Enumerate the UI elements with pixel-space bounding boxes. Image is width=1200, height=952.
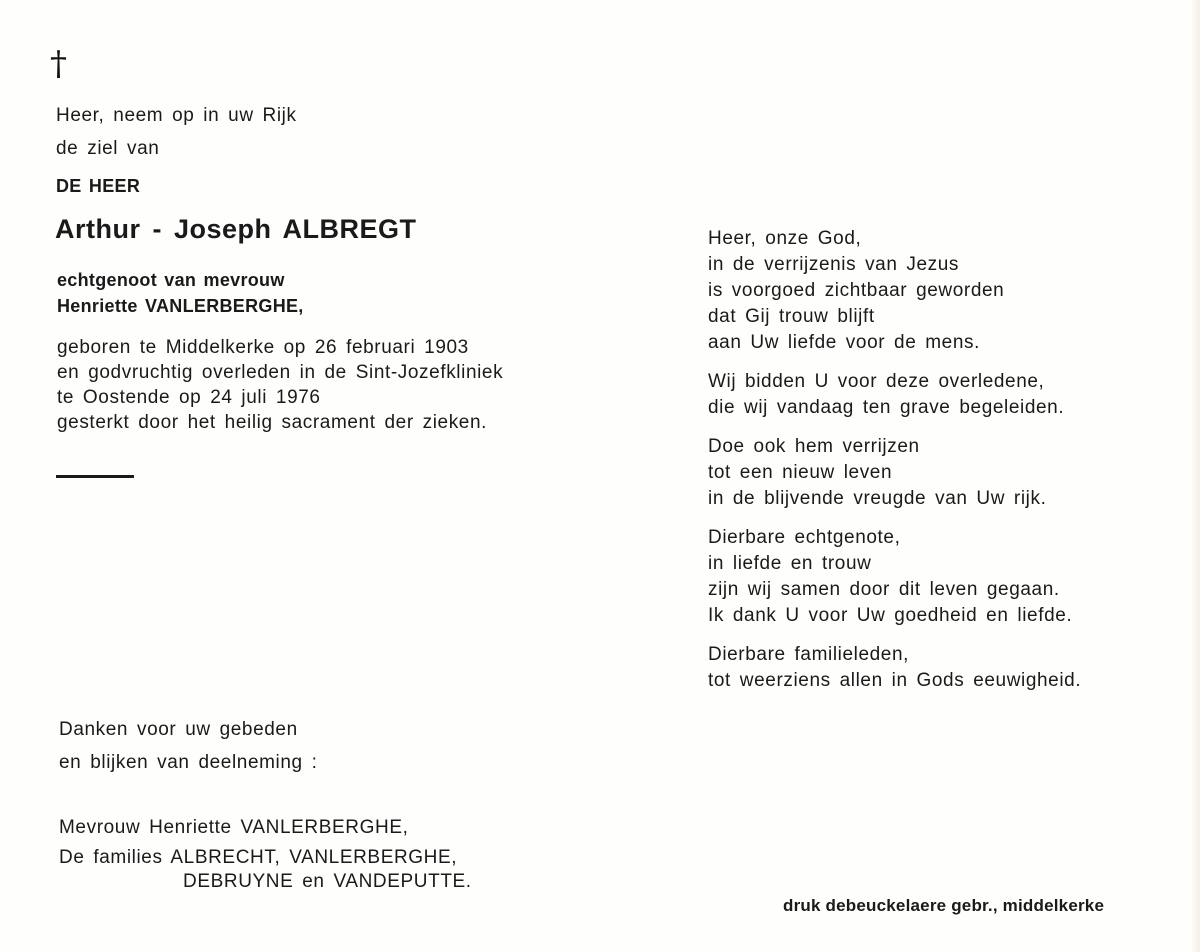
poem-line: tot weerziens allen in Gods eeuwigheid. bbox=[708, 670, 1082, 691]
poem-line: dat Gij trouw blijft bbox=[708, 306, 875, 327]
poem-line: is voorgoed zichtbaar geworden bbox=[708, 280, 1005, 301]
poem-line: in liefde en trouw bbox=[708, 553, 872, 574]
poem-line: die wij vandaag ten grave begeleiden. bbox=[708, 397, 1065, 418]
poem-line: in de blijvende vreugde van Uw rijk. bbox=[708, 488, 1047, 509]
poem-line: Ik dank U voor Uw goedheid en liefde. bbox=[708, 605, 1073, 626]
prayer-line-1: Heer, neem op in uw Rijk bbox=[56, 105, 297, 126]
poem-stanza-1 bbox=[708, 226, 1081, 356]
thanks-line-2: en blijken van deelneming : bbox=[59, 752, 318, 773]
thanks-line-1: Danken voor uw gebeden bbox=[59, 719, 298, 740]
cross-icon: † bbox=[50, 44, 67, 84]
poem-stanza-4 bbox=[708, 525, 1081, 629]
poem-line: in de verrijzenis van Jezus bbox=[708, 254, 960, 275]
poem-stanza-2 bbox=[708, 369, 1081, 421]
poem-line: Dierbare familieleden, bbox=[708, 644, 910, 665]
family-line-3: DEBRUYNE en VANDEPUTTE. bbox=[183, 871, 472, 892]
poem-line: Doe ook hem verrijzen bbox=[708, 436, 920, 457]
poem-line: Wij bidden U voor deze overledene, bbox=[708, 371, 1045, 392]
bio-line-1: geboren te Middelkerke op 26 februari 1903 bbox=[57, 337, 469, 358]
family-line-2: De families ALBRECHT, VANLERBERGHE, bbox=[59, 847, 458, 868]
deceased-name: Arthur - Joseph ALBREGT bbox=[55, 214, 417, 244]
poem-line: zijn wij samen door dit leven gegaan. bbox=[708, 579, 1060, 600]
poem-stanza-5 bbox=[708, 642, 1081, 694]
honorific-title: DE HEER bbox=[56, 176, 141, 196]
poem-stanza-3 bbox=[708, 434, 1081, 512]
bio-line-2: en godvruchtig overleden in de Sint-Jozefkliniek bbox=[57, 362, 504, 383]
printer-credit: druk debeuckelaere gebr., middelkerke bbox=[783, 896, 1105, 915]
poem-line: Dierbare echtgenote, bbox=[708, 527, 901, 548]
prayer-line-2: de ziel van bbox=[56, 138, 160, 159]
poem-line: tot een nieuw leven bbox=[708, 462, 893, 483]
poem-line: Heer, onze God, bbox=[708, 228, 862, 249]
bio-line-4: gesterkt door het heilig sacrament der zieken. bbox=[57, 412, 488, 433]
page-edge-shadow bbox=[1192, 0, 1200, 952]
divider-line bbox=[56, 475, 134, 478]
bio-line-3: te Oostende op 24 juli 1976 bbox=[57, 387, 321, 408]
spouse-line-2: Henriette VANLERBERGHE, bbox=[57, 296, 304, 316]
poem-line: aan Uw liefde voor de mens. bbox=[708, 332, 980, 353]
family-line-1: Mevrouw Henriette VANLERBERGHE, bbox=[59, 817, 409, 838]
poem bbox=[708, 226, 1081, 707]
spouse-line-1: echtgenoot van mevrouw bbox=[57, 270, 285, 290]
